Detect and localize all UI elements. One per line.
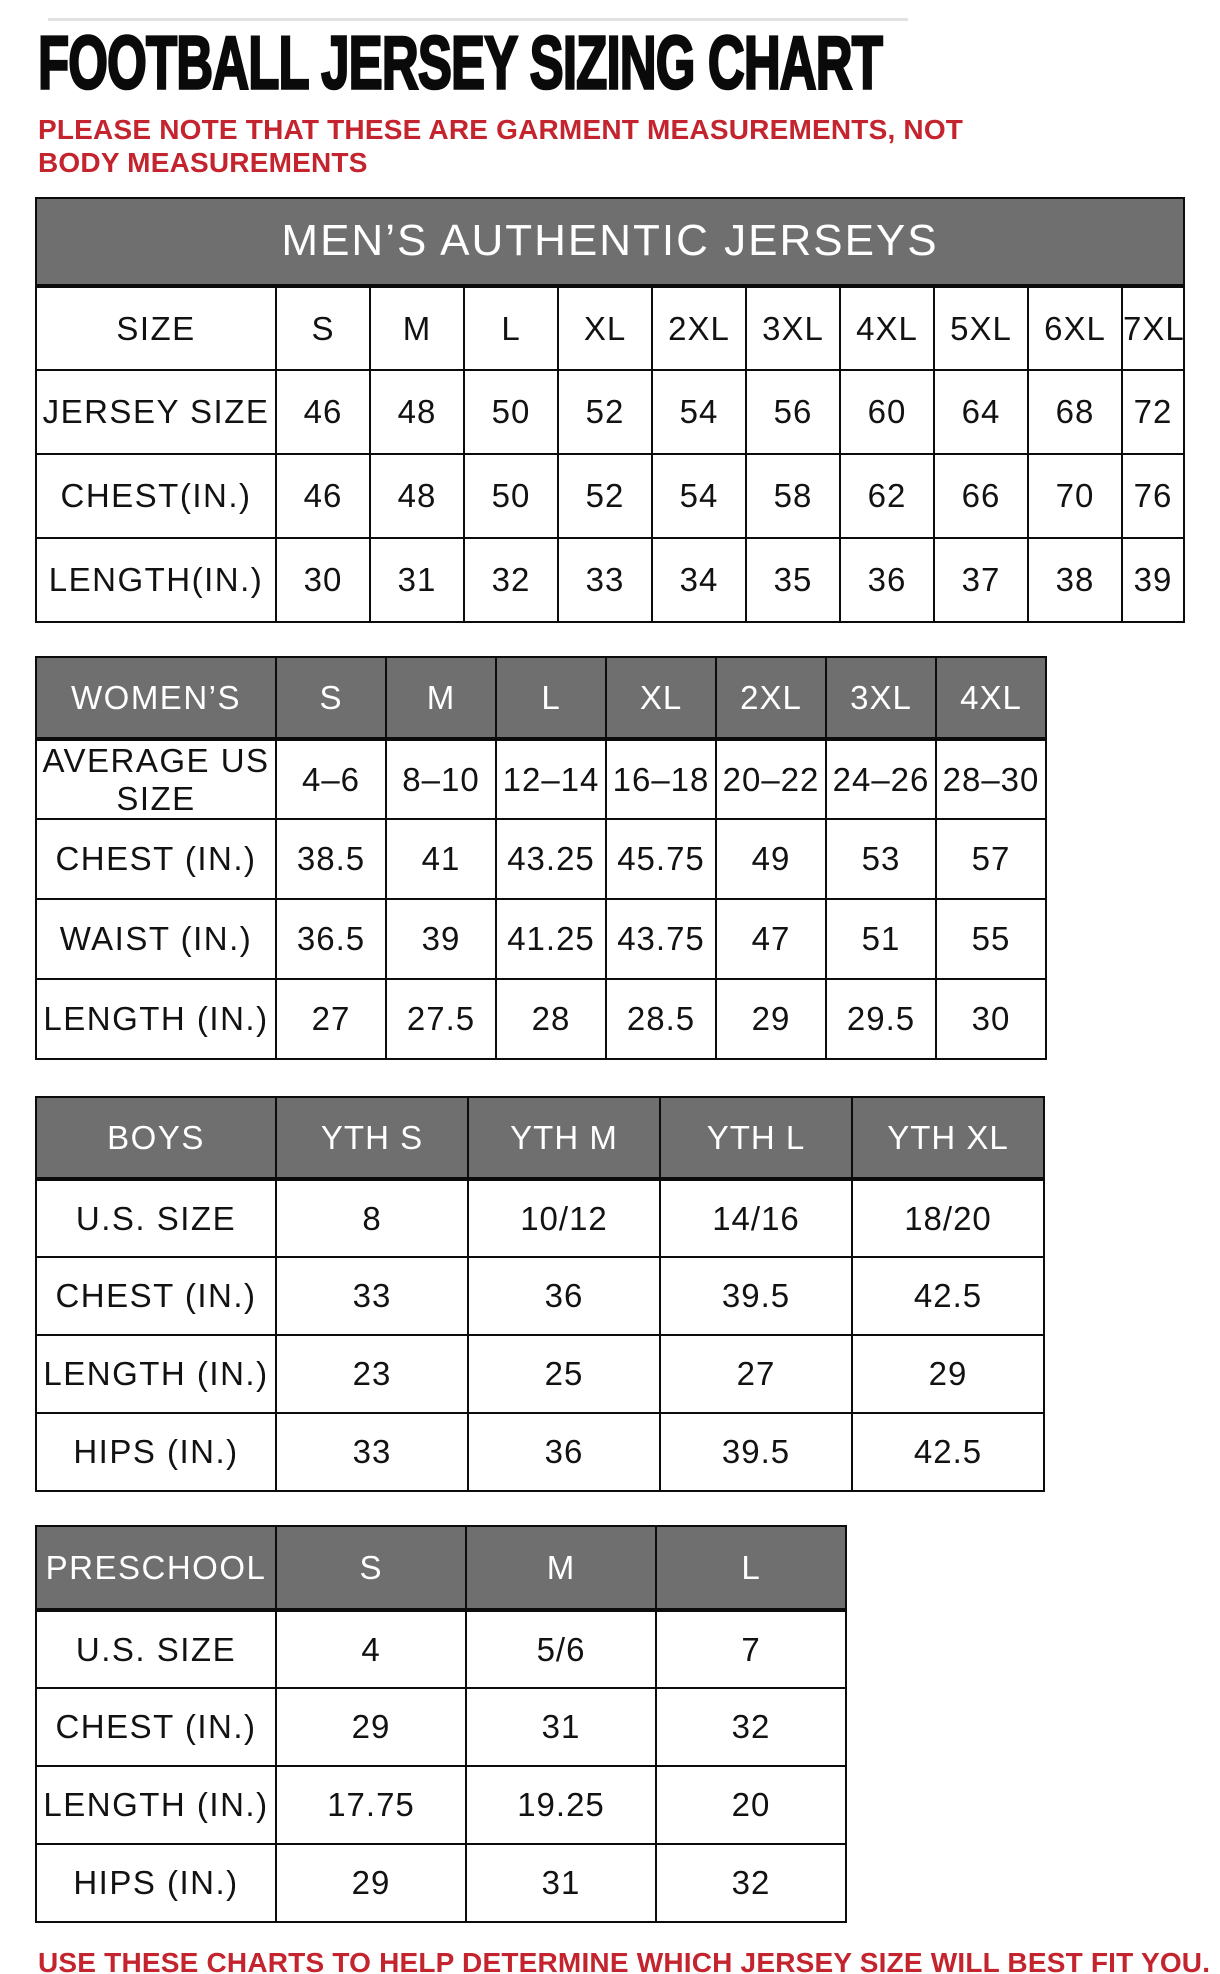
boys-header-size-cell: YTH S: [276, 1097, 468, 1179]
preschool-value-cell: 20: [656, 1766, 846, 1844]
womens-header-size-cell: 2XL: [716, 657, 826, 739]
mens-value-cell: 31: [370, 538, 464, 622]
womens-value-cell: 28: [496, 979, 606, 1059]
mens-value-cell: 58: [746, 454, 840, 538]
boys-value-cell: 42.5: [852, 1413, 1044, 1491]
womens-header-size-cell: S: [276, 657, 386, 739]
boys-value-cell: 10/12: [468, 1179, 660, 1257]
boys-value-cell: 14/16: [660, 1179, 852, 1257]
preschool-value-cell: 7: [656, 1610, 846, 1688]
mens-row-label: JERSEY SIZE: [36, 370, 276, 454]
mens-value-cell: 76: [1122, 454, 1184, 538]
womens-value-cell: 4–6: [276, 739, 386, 819]
womens-value-cell: 27.5: [386, 979, 496, 1059]
boys-value-cell: 8: [276, 1179, 468, 1257]
preschool-row-label: U.S. SIZE: [36, 1610, 276, 1688]
mens-row-label: SIZE: [36, 286, 276, 370]
preschool-header-label: PRESCHOOL: [36, 1526, 276, 1610]
mens-value-cell: 3XL: [746, 286, 840, 370]
womens-table-row: [36, 739, 1046, 819]
preschool-row-label: HIPS (IN.): [36, 1844, 276, 1922]
mens-value-cell: 36: [840, 538, 934, 622]
preschool-header-size-cell: S: [276, 1526, 466, 1610]
boys-value-cell: 27: [660, 1335, 852, 1413]
boys-header-label: BOYS: [36, 1097, 276, 1179]
womens-value-cell: 43.75: [606, 899, 716, 979]
womens-row-label: AVERAGE US SIZE: [36, 739, 276, 819]
mens-value-cell: 70: [1028, 454, 1122, 538]
boys-table-row: [36, 1413, 1044, 1491]
mens-value-cell: 54: [652, 454, 746, 538]
boys-value-cell: 36: [468, 1413, 660, 1491]
mens-value-cell: 32: [464, 538, 558, 622]
mens-value-cell: 62: [840, 454, 934, 538]
womens-value-cell: 38.5: [276, 819, 386, 899]
mens-value-cell: 37: [934, 538, 1028, 622]
preschool-header-size-cell: M: [466, 1526, 656, 1610]
boys-row-label: LENGTH (IN.): [36, 1335, 276, 1413]
mens-row-label: LENGTH(IN.): [36, 538, 276, 622]
preschool-header-row: [36, 1526, 846, 1610]
mens-value-cell: 56: [746, 370, 840, 454]
womens-header-size-cell: M: [386, 657, 496, 739]
boys-value-cell: 42.5: [852, 1257, 1044, 1335]
mens-authentic-jerseys-table: [35, 197, 1185, 623]
mens-value-cell: 52: [558, 454, 652, 538]
boys-header-size-cell: YTH XL: [852, 1097, 1044, 1179]
mens-value-cell: 4XL: [840, 286, 934, 370]
womens-header-size-cell: 3XL: [826, 657, 936, 739]
womens-header-label: WOMEN’S: [36, 657, 276, 739]
garment-measurements-note: PLEASE NOTE THAT THESE ARE GARMENT MEASUREMENTS, NOT BODY MEASUREMENTS: [38, 114, 964, 179]
womens-header-size-cell: XL: [606, 657, 716, 739]
mens-table-row: [36, 370, 1184, 454]
mens-value-cell: 68: [1028, 370, 1122, 454]
mens-value-cell: 46: [276, 454, 370, 538]
womens-value-cell: 28–30: [936, 739, 1046, 819]
womens-table-row: [36, 979, 1046, 1059]
boys-value-cell: 39.5: [660, 1257, 852, 1335]
boys-value-cell: 23: [276, 1335, 468, 1413]
mens-value-cell: S: [276, 286, 370, 370]
womens-value-cell: 41.25: [496, 899, 606, 979]
boys-table: [35, 1096, 1045, 1492]
boys-value-cell: 33: [276, 1257, 468, 1335]
mens-table-row: [36, 538, 1184, 622]
boys-header-row: [36, 1097, 1044, 1179]
womens-value-cell: 57: [936, 819, 1046, 899]
boys-header-size-cell: YTH L: [660, 1097, 852, 1179]
boys-row-label: CHEST (IN.): [36, 1257, 276, 1335]
preschool-row-label: LENGTH (IN.): [36, 1766, 276, 1844]
mens-value-cell: 50: [464, 370, 558, 454]
boys-value-cell: 18/20: [852, 1179, 1044, 1257]
mens-value-cell: 30: [276, 538, 370, 622]
preschool-table-row: [36, 1688, 846, 1766]
page-title: FOOTBALL JERSEY SIZING CHART: [38, 21, 883, 106]
womens-value-cell: 12–14: [496, 739, 606, 819]
womens-header-row: [36, 657, 1046, 739]
womens-table: [35, 656, 1047, 1060]
preschool-table-row: [36, 1766, 846, 1844]
boys-row-label: HIPS (IN.): [36, 1413, 276, 1491]
preschool-header-size-cell: L: [656, 1526, 846, 1610]
womens-value-cell: 8–10: [386, 739, 496, 819]
mens-value-cell: 48: [370, 370, 464, 454]
womens-value-cell: 16–18: [606, 739, 716, 819]
womens-header-size-cell: 4XL: [936, 657, 1046, 739]
boys-table-row: [36, 1335, 1044, 1413]
preschool-value-cell: 4: [276, 1610, 466, 1688]
mens-value-cell: 50: [464, 454, 558, 538]
preschool-value-cell: 29: [276, 1844, 466, 1922]
womens-value-cell: 29.5: [826, 979, 936, 1059]
boys-value-cell: 39.5: [660, 1413, 852, 1491]
womens-value-cell: 53: [826, 819, 936, 899]
mens-value-cell: 2XL: [652, 286, 746, 370]
womens-value-cell: 29: [716, 979, 826, 1059]
womens-value-cell: 45.75: [606, 819, 716, 899]
mens-value-cell: 48: [370, 454, 464, 538]
womens-value-cell: 55: [936, 899, 1046, 979]
mens-value-cell: 35: [746, 538, 840, 622]
mens-value-cell: 54: [652, 370, 746, 454]
mens-value-cell: 39: [1122, 538, 1184, 622]
preschool-row-label: CHEST (IN.): [36, 1688, 276, 1766]
womens-row-label: CHEST (IN.): [36, 819, 276, 899]
womens-value-cell: 39: [386, 899, 496, 979]
boys-header-size-cell: YTH M: [468, 1097, 660, 1179]
mens-value-cell: 66: [934, 454, 1028, 538]
womens-value-cell: 43.25: [496, 819, 606, 899]
mens-table-row: [36, 286, 1184, 370]
boys-table-row: [36, 1257, 1044, 1335]
womens-table-row: [36, 899, 1046, 979]
mens-value-cell: 72: [1122, 370, 1184, 454]
preschool-table-row: [36, 1844, 846, 1922]
preschool-value-cell: 32: [656, 1844, 846, 1922]
womens-value-cell: 41: [386, 819, 496, 899]
womens-value-cell: 36.5: [276, 899, 386, 979]
mens-value-cell: 6XL: [1028, 286, 1122, 370]
mens-value-cell: 5XL: [934, 286, 1028, 370]
preschool-value-cell: 31: [466, 1844, 656, 1922]
fit-advice-footer: USE THESE CHARTS TO HELP DETERMINE WHICH JERSEY SIZE WILL BEST FIT YOU.: [38, 1947, 1211, 1974]
womens-value-cell: 51: [826, 899, 936, 979]
preschool-value-cell: 31: [466, 1688, 656, 1766]
womens-row-label: WAIST (IN.): [36, 899, 276, 979]
womens-value-cell: 49: [716, 819, 826, 899]
womens-value-cell: 27: [276, 979, 386, 1059]
mens-header-row: [36, 198, 1184, 286]
mens-value-cell: 33: [558, 538, 652, 622]
mens-value-cell: 34: [652, 538, 746, 622]
mens-value-cell: 60: [840, 370, 934, 454]
mens-value-cell: 46: [276, 370, 370, 454]
womens-value-cell: 47: [716, 899, 826, 979]
preschool-value-cell: 32: [656, 1688, 846, 1766]
mens-value-cell: L: [464, 286, 558, 370]
mens-value-cell: XL: [558, 286, 652, 370]
mens-value-cell: 52: [558, 370, 652, 454]
womens-value-cell: 20–22: [716, 739, 826, 819]
preschool-value-cell: 5/6: [466, 1610, 656, 1688]
boys-row-label: U.S. SIZE: [36, 1179, 276, 1257]
mens-value-cell: 7XL: [1122, 286, 1184, 370]
boys-value-cell: 25: [468, 1335, 660, 1413]
preschool-value-cell: 19.25: [466, 1766, 656, 1844]
mens-value-cell: 38: [1028, 538, 1122, 622]
preschool-table-row: [36, 1610, 846, 1688]
mens-row-label: CHEST(IN.): [36, 454, 276, 538]
boys-value-cell: 36: [468, 1257, 660, 1335]
preschool-value-cell: 17.75: [276, 1766, 466, 1844]
boys-value-cell: 29: [852, 1335, 1044, 1413]
mens-value-cell: M: [370, 286, 464, 370]
preschool-table: [35, 1525, 847, 1923]
womens-header-size-cell: L: [496, 657, 606, 739]
boys-table-row: [36, 1179, 1044, 1257]
mens-value-cell: 64: [934, 370, 1028, 454]
womens-value-cell: 28.5: [606, 979, 716, 1059]
preschool-value-cell: 29: [276, 1688, 466, 1766]
womens-table-row: [36, 819, 1046, 899]
boys-value-cell: 33: [276, 1413, 468, 1491]
mens-table-row: [36, 454, 1184, 538]
mens-banner: MEN’S AUTHENTIC JERSEYS: [36, 198, 1184, 286]
womens-value-cell: 30: [936, 979, 1046, 1059]
womens-row-label: LENGTH (IN.): [36, 979, 276, 1059]
womens-value-cell: 24–26: [826, 739, 936, 819]
